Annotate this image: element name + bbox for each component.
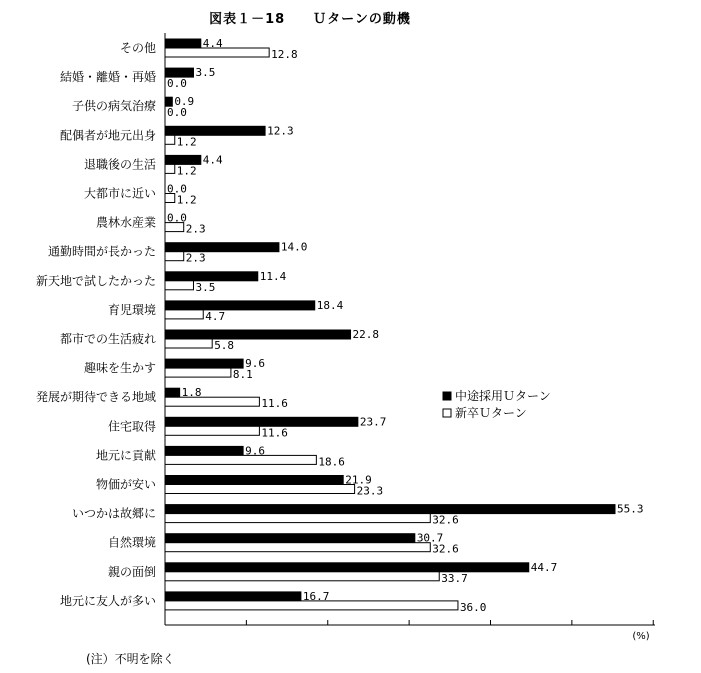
value-label-series-2: 32.6 bbox=[432, 513, 459, 527]
bar-series-1 bbox=[165, 155, 201, 164]
value-label-series-1: 4.4 bbox=[202, 37, 223, 50]
value-label-series-2: 12.8 bbox=[271, 48, 298, 61]
value-label-series-1: 21.9 bbox=[345, 473, 372, 487]
category-label: 大都市に近い bbox=[83, 186, 156, 201]
value-label-series-2: 5.8 bbox=[214, 339, 235, 352]
category-label: 農林水産業 bbox=[95, 215, 156, 230]
value-label-series-1: 11.4 bbox=[259, 269, 287, 283]
value-label-series-1: 23.7 bbox=[359, 415, 387, 429]
category-label: 育児環境 bbox=[107, 302, 156, 317]
category-label: 退職後の生活 bbox=[83, 157, 156, 172]
legend-label-series-2: 新卒Ｕターン bbox=[455, 406, 527, 420]
value-label-series-2: 0.0 bbox=[167, 106, 187, 120]
value-label-series-2: 4.7 bbox=[205, 309, 226, 323]
value-labels bbox=[167, 37, 644, 614]
value-label-series-2: 2.3 bbox=[185, 251, 206, 265]
value-label-series-2: 0.0 bbox=[167, 77, 187, 91]
legend-label-series-1: 中途採用Ｕターン bbox=[455, 389, 551, 403]
value-label-series-2: 8.1 bbox=[232, 368, 253, 382]
bar-series-2 bbox=[165, 310, 203, 319]
bar-series-1 bbox=[165, 563, 529, 572]
value-label-series-2: 11.6 bbox=[261, 426, 288, 440]
category-label: 子供の病気治療 bbox=[71, 99, 156, 114]
category-label: 地元に友人が多い bbox=[59, 593, 156, 608]
category-labels bbox=[36, 40, 156, 608]
bar-series-1 bbox=[165, 243, 279, 252]
value-label-series-1: 18.4 bbox=[316, 298, 344, 312]
category-label: 新天地で試したかった bbox=[35, 273, 156, 288]
category-label: 物価が安い bbox=[95, 477, 156, 492]
category-label: 親の面倒 bbox=[107, 564, 156, 579]
bar-series-2 bbox=[165, 164, 175, 173]
legend bbox=[443, 388, 551, 420]
bar-series-1 bbox=[165, 330, 351, 339]
bar-series-2 bbox=[165, 514, 430, 523]
bar-series-1 bbox=[165, 359, 243, 368]
category-label: 発展が期待できる地域 bbox=[35, 390, 156, 405]
value-label-series-1: 12.3 bbox=[267, 124, 294, 138]
value-label-series-1: 22.8 bbox=[352, 328, 380, 341]
category-label: その他 bbox=[119, 41, 156, 55]
bar-series-2 bbox=[165, 572, 439, 581]
category-label: 通勤時間が長かった bbox=[47, 244, 156, 259]
bar-series-1 bbox=[165, 68, 193, 77]
value-label-series-1: 3.5 bbox=[195, 66, 216, 80]
bar-series-1 bbox=[165, 592, 301, 601]
category-label: 配偶者が地元出身 bbox=[59, 128, 156, 143]
value-label-series-2: 33.7 bbox=[441, 571, 468, 585]
value-label-series-2: 23.3 bbox=[356, 484, 384, 498]
value-label-series-2: 2.3 bbox=[185, 222, 206, 236]
value-label-series-2: 11.6 bbox=[261, 397, 288, 411]
category-label: 住宅取得 bbox=[107, 419, 156, 434]
bar-series-1 bbox=[165, 126, 265, 135]
category-label: 自然環境 bbox=[107, 535, 156, 550]
footnote: (注）不明を除く bbox=[86, 652, 175, 666]
category-label: いつかは故郷に bbox=[71, 506, 156, 521]
bar-series-1 bbox=[165, 272, 258, 281]
value-label-series-1: 16.7 bbox=[302, 589, 330, 603]
bar-series-1 bbox=[165, 97, 172, 106]
bar-series-2 bbox=[165, 455, 316, 464]
category-label: 結婚・離婚・再婚 bbox=[59, 70, 156, 85]
value-label-series-1: 30.7 bbox=[416, 531, 444, 545]
bar-series-1 bbox=[165, 505, 615, 514]
bar-series-1 bbox=[165, 476, 343, 485]
bar-series-1 bbox=[165, 301, 315, 310]
category-label: 趣味を生かす bbox=[83, 361, 156, 376]
value-label-series-2: 1.2 bbox=[176, 135, 197, 149]
value-label-series-1: 0.0 bbox=[167, 211, 187, 225]
x-unit-label: (%) bbox=[632, 631, 650, 642]
value-label-series-2: 3.5 bbox=[195, 280, 216, 294]
bar-series-2 bbox=[165, 252, 184, 261]
bar-series-2 bbox=[165, 397, 259, 406]
bar-series-1 bbox=[165, 417, 358, 426]
value-label-series-2: 1.2 bbox=[176, 164, 197, 178]
value-label-series-1: 55.3 bbox=[617, 502, 644, 516]
bar-series-1 bbox=[165, 39, 201, 48]
value-label-series-1: 44.7 bbox=[530, 560, 558, 574]
category-label: 都市での生活疲れ bbox=[59, 332, 156, 346]
bar-series-2 bbox=[165, 135, 175, 144]
value-label-series-1: 9.6 bbox=[245, 357, 265, 371]
bar-series-2 bbox=[165, 485, 355, 494]
value-label-series-1: 9.6 bbox=[245, 444, 265, 458]
legend-swatch-series-2 bbox=[443, 409, 451, 417]
bar-series-2 bbox=[165, 368, 231, 377]
chart-title: 図表１－18 Ｕターンの動機 bbox=[209, 12, 411, 27]
bar-series-2 bbox=[165, 426, 259, 435]
bar-series-1 bbox=[165, 534, 415, 543]
bar-series-2 bbox=[165, 339, 212, 348]
legend-swatch-series-1 bbox=[443, 392, 451, 400]
bars bbox=[165, 39, 615, 610]
value-label-series-2: 36.0 bbox=[459, 600, 487, 614]
category-label: 地元に貢献 bbox=[95, 448, 156, 463]
bar-series-2 bbox=[165, 281, 193, 290]
value-label-series-1: 1.8 bbox=[181, 386, 202, 400]
bar-series-2 bbox=[165, 543, 430, 552]
value-label-series-1: 4.4 bbox=[202, 153, 223, 167]
value-label-series-1: 0.0 bbox=[167, 182, 187, 196]
bar-series-1 bbox=[165, 388, 180, 397]
bar-series-1 bbox=[165, 446, 243, 455]
value-label-series-2: 18.6 bbox=[318, 455, 345, 469]
value-label-series-1: 14.0 bbox=[280, 240, 308, 254]
value-label-series-1: 0.9 bbox=[174, 95, 195, 109]
value-label-series-2: 1.2 bbox=[176, 193, 197, 207]
value-label-series-2: 32.6 bbox=[432, 542, 459, 556]
